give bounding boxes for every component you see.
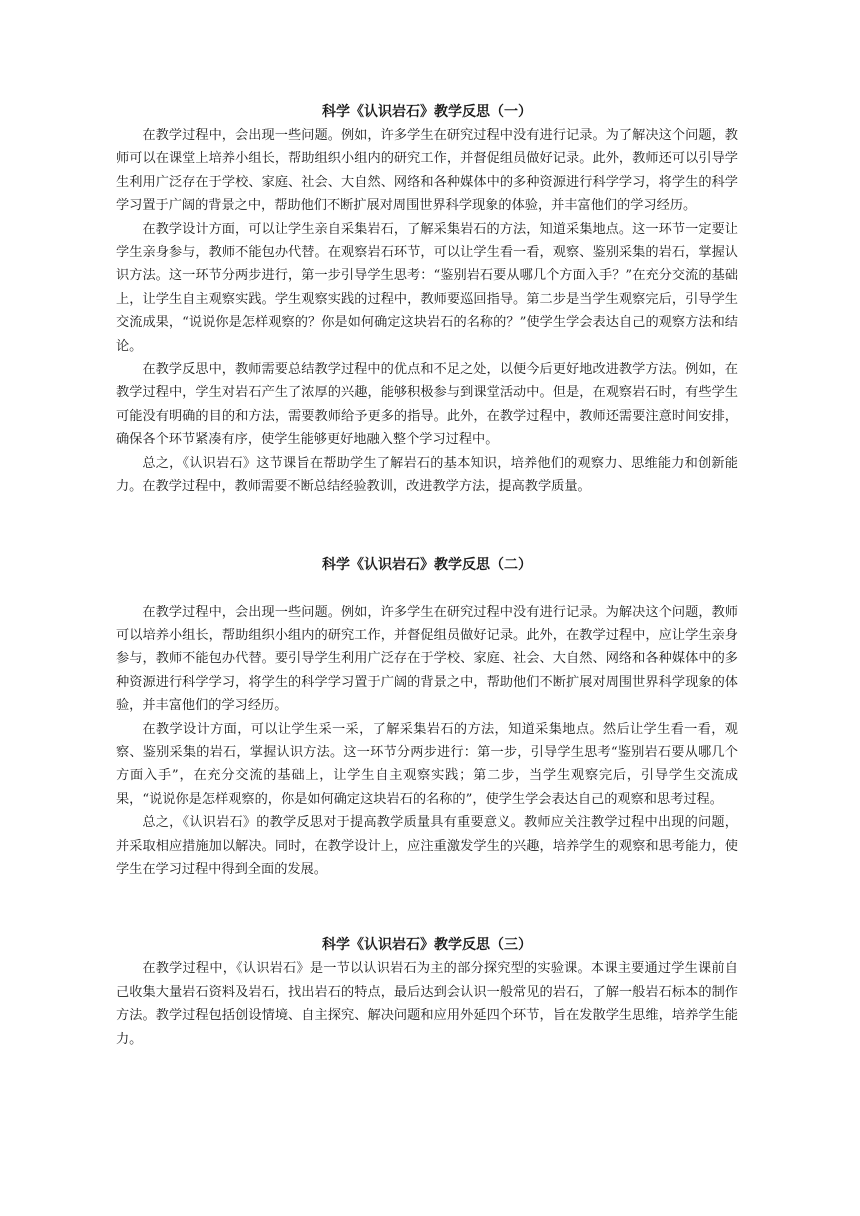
- section-title: 科学《认识岩石》教学反思（一）: [322, 104, 532, 120]
- paragraph: 在教学过程中，会出现一些问题。例如，许多学生在研究过程中没有进行记录。为了解决这个问题，教师可以在课堂上培养小组长，帮助组织小组内的研究工作，并督促组员做好记录。此外，教师还可以引导学生利用广泛存在于学校、家庭、社会、大自然、网络和各种媒体中的多种资源进行科学学习，将学生的科学学习置于广阔的背景之中，帮助他们不断扩展对周围世界科学现象的体验，并丰富他们的学习经历。: [116, 128, 738, 214]
- reflection-section-3: [116, 933, 738, 1051]
- section-title: 科学《认识岩石》教学反思（二）: [322, 556, 532, 573]
- section-title: 科学《认识岩石》教学反思（三）: [322, 937, 532, 954]
- title-spacer: [116, 577, 738, 601]
- paragraph: 总之，《认识岩石》这节课旨在帮助学生了解岩石的基本知识，培养他们的观察力、思维能力和创新能力。在教学过程中，教师需要不断总结经验教训，改进教学方法，提高教学质量。: [116, 455, 738, 495]
- document-page: [116, 100, 738, 1051]
- paragraph: 在教学设计方面，可以让学生亲自采集岩石，了解采集岩石的方法，知道采集地点。这一环节一定要让学生亲身参与，教师不能包办代替。在观察岩石环节，可以让学生看一看，观察、鉴别采集的岩石，掌握认识方法。这一环节分两步进行，第一步引导学生思考：“鉴别岩石要从哪几个方面入手？”在充分交流的基础上，让学生自主观察实践。学生观察实践的过程中，教师要巡回指导。第二步是当学生观察完后，引导学生交流成果，“说说你是怎样观察的？你是如何确定这块岩石的名称的？”使学生学会表达自己的观察方法和结论。: [116, 221, 738, 354]
- paragraph: 总之，《认识岩石》的教学反思对于提高教学质量具有重要意义。教师应关注教学过程中出现的问题，并采取相应措施加以解决。同时，在教学设计上，应注重激发学生的兴趣，培养学生的观察和思考能力，使学生在学习过程中得到全面的发展。: [116, 815, 738, 877]
- section-spacer: [116, 881, 738, 933]
- section-spacer: [116, 499, 738, 553]
- reflection-section-2: [116, 553, 738, 882]
- paragraph: 在教学反思中，教师需要总结教学过程中的优点和不足之处，以便今后更好地改进教学方法。例如，在教学过程中，学生对岩石产生了浓厚的兴趣，能够积极参与到课堂活动中。但是，在观察岩石时，有些学生可能没有明确的目的和方法，需要教师给予更多的指导。此外，在教学过程中，教师还需要注意时间安排，确保各个环节紧凑有序，使学生能够更好地融入整个学习过程中。: [116, 362, 738, 448]
- paragraph: 在教学设计方面，可以让学生采一采，了解采集岩石的方法，知道采集地点。然后让学生看一看，观察、鉴别采集的岩石，掌握认识方法。这一环节分两步进行：第一步，引导学生思考“鉴别岩石要从哪几个方面入手”，在充分交流的基础上，让学生自主观察实践；第二步，当学生观察完后，引导学生交流成果，“说说你是怎样观察的，你是如何确定这块岩石的名称的”，使学生学会表达自己的观察和思考过程。: [116, 721, 738, 807]
- paragraph: 在教学过程中，会出现一些问题。例如，许多学生在研究过程中没有进行记录。为解决这个问题，教师可以培养小组长，帮助组织小组内的研究工作，并督促组员做好记录。此外，在教学过程中，应让学生亲身参与，教师不能包办代替。要引导学生利用广泛存在于学校、家庭、社会、大自然、网络和各种媒体中的多种资源进行科学学习，将学生的科学学习置于广阔的背景之中，帮助他们不断扩展对周围世界科学现象的体验，并丰富他们的学习经历。: [116, 604, 738, 714]
- reflection-section-1: [116, 100, 738, 499]
- paragraph: 在教学过程中，《认识岩石》是一节以认识岩石为主的部分探究型的实验课。本课主要通过学生课前自己收集大量岩石资料及岩石，找出岩石的特点，最后达到会认识一般常见的岩石，了解一般岩石标本的制作方法。教学过程包括创设情境、自主探究、解决问题和应用外延四个环节，旨在发散学生思维，培养学生能力。: [116, 961, 738, 1047]
